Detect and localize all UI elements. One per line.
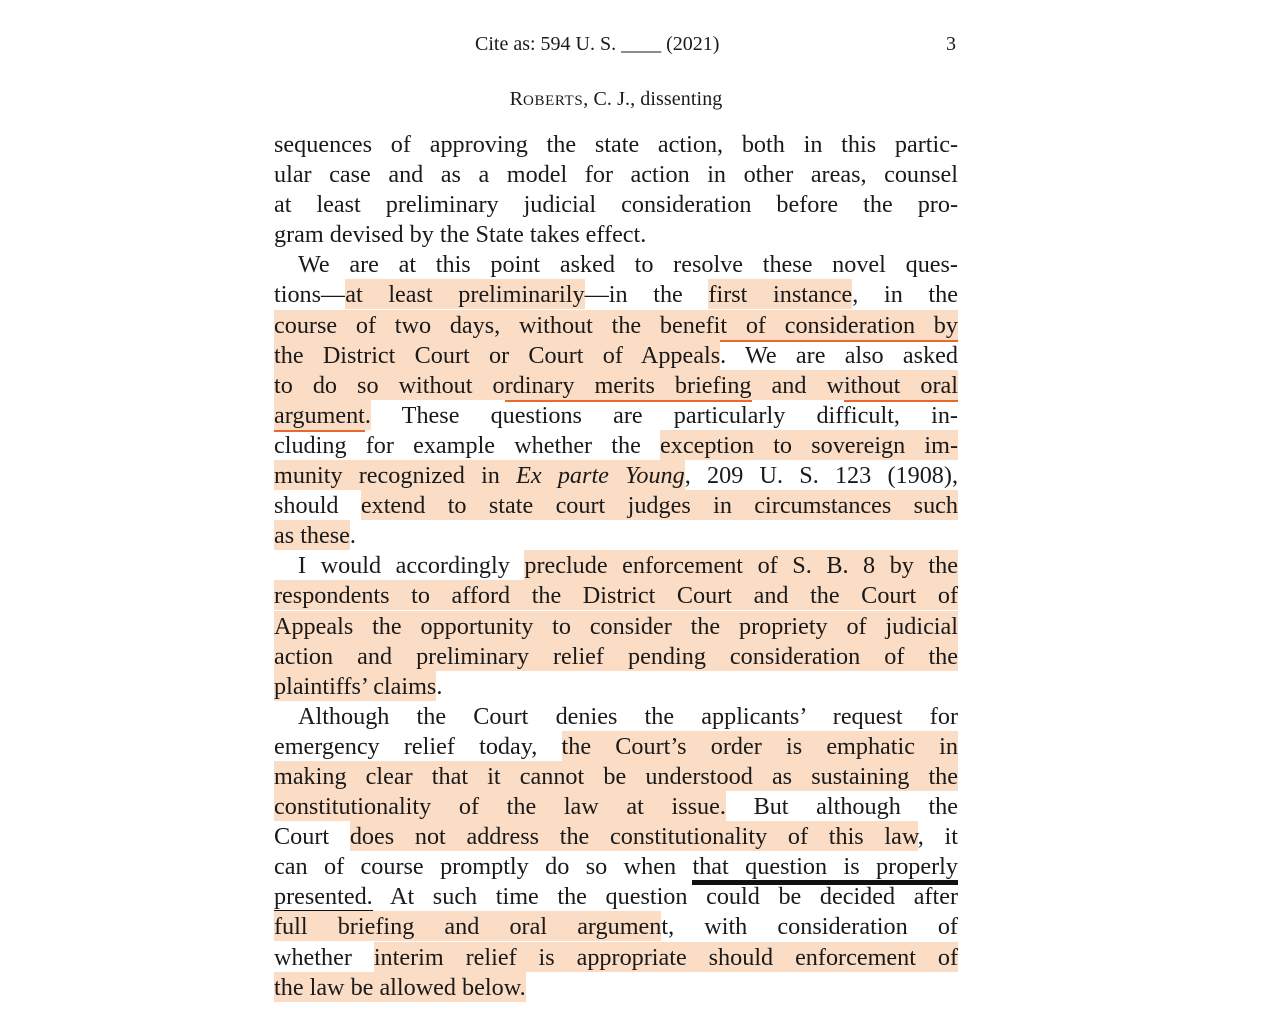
text-run: . — [349, 522, 356, 550]
highlight: the Court’s order is emphatic in — [561, 732, 958, 760]
text-run: ular case and as a model for action in other areas, counsel — [274, 161, 958, 189]
black-underline: that question is properly — [692, 853, 958, 885]
highlight: course of two days — [274, 311, 495, 339]
underlined-highlight: , without the benefit of consideration by — [494, 310, 958, 342]
byline-rest: , C. J., dissenting — [583, 88, 723, 110]
text-line — [274, 130, 958, 160]
text-run: whether — [274, 943, 374, 971]
byline-initial: R — [509, 88, 524, 110]
opinion-body — [274, 130, 958, 1003]
text-line — [274, 401, 958, 431]
highlight: full briefing and oral argumen — [274, 913, 662, 941]
text-line — [274, 431, 958, 461]
author-byline — [274, 88, 958, 111]
highlight: exception to sovereign im- — [660, 431, 958, 459]
text-run: Court — [274, 823, 350, 851]
text-line — [274, 612, 958, 642]
highlight: respondents to afford the District Court and the Court of — [274, 582, 958, 610]
highlight: action and preliminary relief pending consideration of the — [274, 642, 958, 670]
highlight: at least preliminarily — [345, 281, 585, 309]
highlight: making clear that it cannot be understood as sustaining the — [274, 762, 958, 790]
text-line — [274, 792, 958, 822]
text-line — [274, 973, 958, 1003]
text-line — [274, 341, 958, 371]
text-line — [274, 551, 958, 581]
text-line — [274, 250, 958, 280]
highlight: constitutionality of the law at issue. — [274, 793, 726, 821]
text-run: , 209 U. S. 123 (1908), — [684, 462, 958, 490]
text-line — [274, 672, 958, 702]
text-line — [274, 491, 958, 521]
text-line — [274, 762, 958, 792]
text-line — [274, 220, 958, 250]
text-line — [274, 160, 958, 190]
text-run: at least preliminary judicial consideration before the pro- — [274, 191, 958, 219]
text-run: —in the — [584, 281, 709, 309]
page-number: 3 — [946, 33, 956, 55]
text-run: We are at this point asked to resolve these novel ques- — [298, 251, 958, 279]
text-run: But although the — [725, 793, 958, 821]
highlight: interim relief is appropriate should enforcement of — [373, 943, 958, 971]
highlight: as these — [274, 522, 350, 550]
text-run: . — [436, 672, 443, 700]
text-run: These questions are particularly difficult, in- — [370, 401, 958, 429]
text-line — [274, 642, 958, 672]
text-line — [274, 732, 958, 762]
text-run: tions— — [274, 281, 346, 309]
text-run: can of course promptly do so when — [274, 853, 693, 881]
text-line — [274, 822, 958, 852]
running-header — [274, 33, 958, 59]
text-run: cluding for example whether the — [274, 431, 661, 459]
text-line — [274, 702, 958, 732]
case-name-italic: Ex parte Young — [516, 462, 685, 490]
text-run: Although the Court denies the applicants’ request for — [298, 702, 958, 730]
highlight: munity recognized in — [274, 462, 517, 490]
text-run: sequences of approving the state action, both in this partic- — [274, 131, 958, 158]
text-run: gram devised by the State takes effect. — [274, 221, 647, 249]
underlined-highlight: the District Court or Court of Appeals — [274, 340, 720, 372]
highlight: Appeals the opportunity to consider the propriety of judicial — [274, 612, 958, 640]
text-line — [274, 311, 958, 341]
text-run: I would accordingly — [298, 552, 525, 580]
citation: Cite as: 594 U. S. ____ (2021) — [475, 33, 720, 55]
text-run: At such time the question could be decided after — [372, 883, 958, 911]
text-line — [274, 852, 958, 882]
text-run: , in the — [852, 281, 958, 309]
highlight: does not address the constitutionality of this law — [349, 823, 918, 851]
highlight: extend to state court judges in circumstances such — [360, 492, 958, 520]
underlined-highlight: rdinary merits briefing — [505, 370, 752, 402]
text-run: t, with consideration of — [661, 913, 958, 941]
highlight: and w — [751, 371, 844, 399]
text-line — [274, 280, 958, 310]
text-run: , it — [917, 823, 958, 851]
text-line — [274, 882, 958, 912]
text-line — [274, 581, 958, 611]
byline-smallcaps: OBERTS — [523, 93, 584, 109]
text-line — [274, 521, 958, 551]
text-line — [274, 943, 958, 973]
highlight: . — [364, 401, 371, 429]
black-underline: presented. — [274, 883, 373, 915]
text-line — [274, 912, 958, 942]
text-line — [274, 371, 958, 401]
highlight: the law be allowed below. — [274, 973, 526, 1001]
text-line — [274, 461, 958, 491]
highlight: preclude enforcement of S. B. 8 by the — [524, 552, 958, 580]
text-line — [274, 190, 958, 220]
text-run: should — [274, 492, 361, 520]
text-run: . We are also asked — [720, 341, 958, 369]
underlined-highlight: argument — [274, 400, 365, 432]
highlight: to do so without o — [274, 371, 505, 399]
highlight: first instance — [708, 281, 853, 309]
text-run: emergency relief today, — [274, 732, 562, 760]
highlight: plaintiffs’ claims — [274, 672, 437, 700]
underlined-highlight: ithout oral — [844, 370, 958, 402]
